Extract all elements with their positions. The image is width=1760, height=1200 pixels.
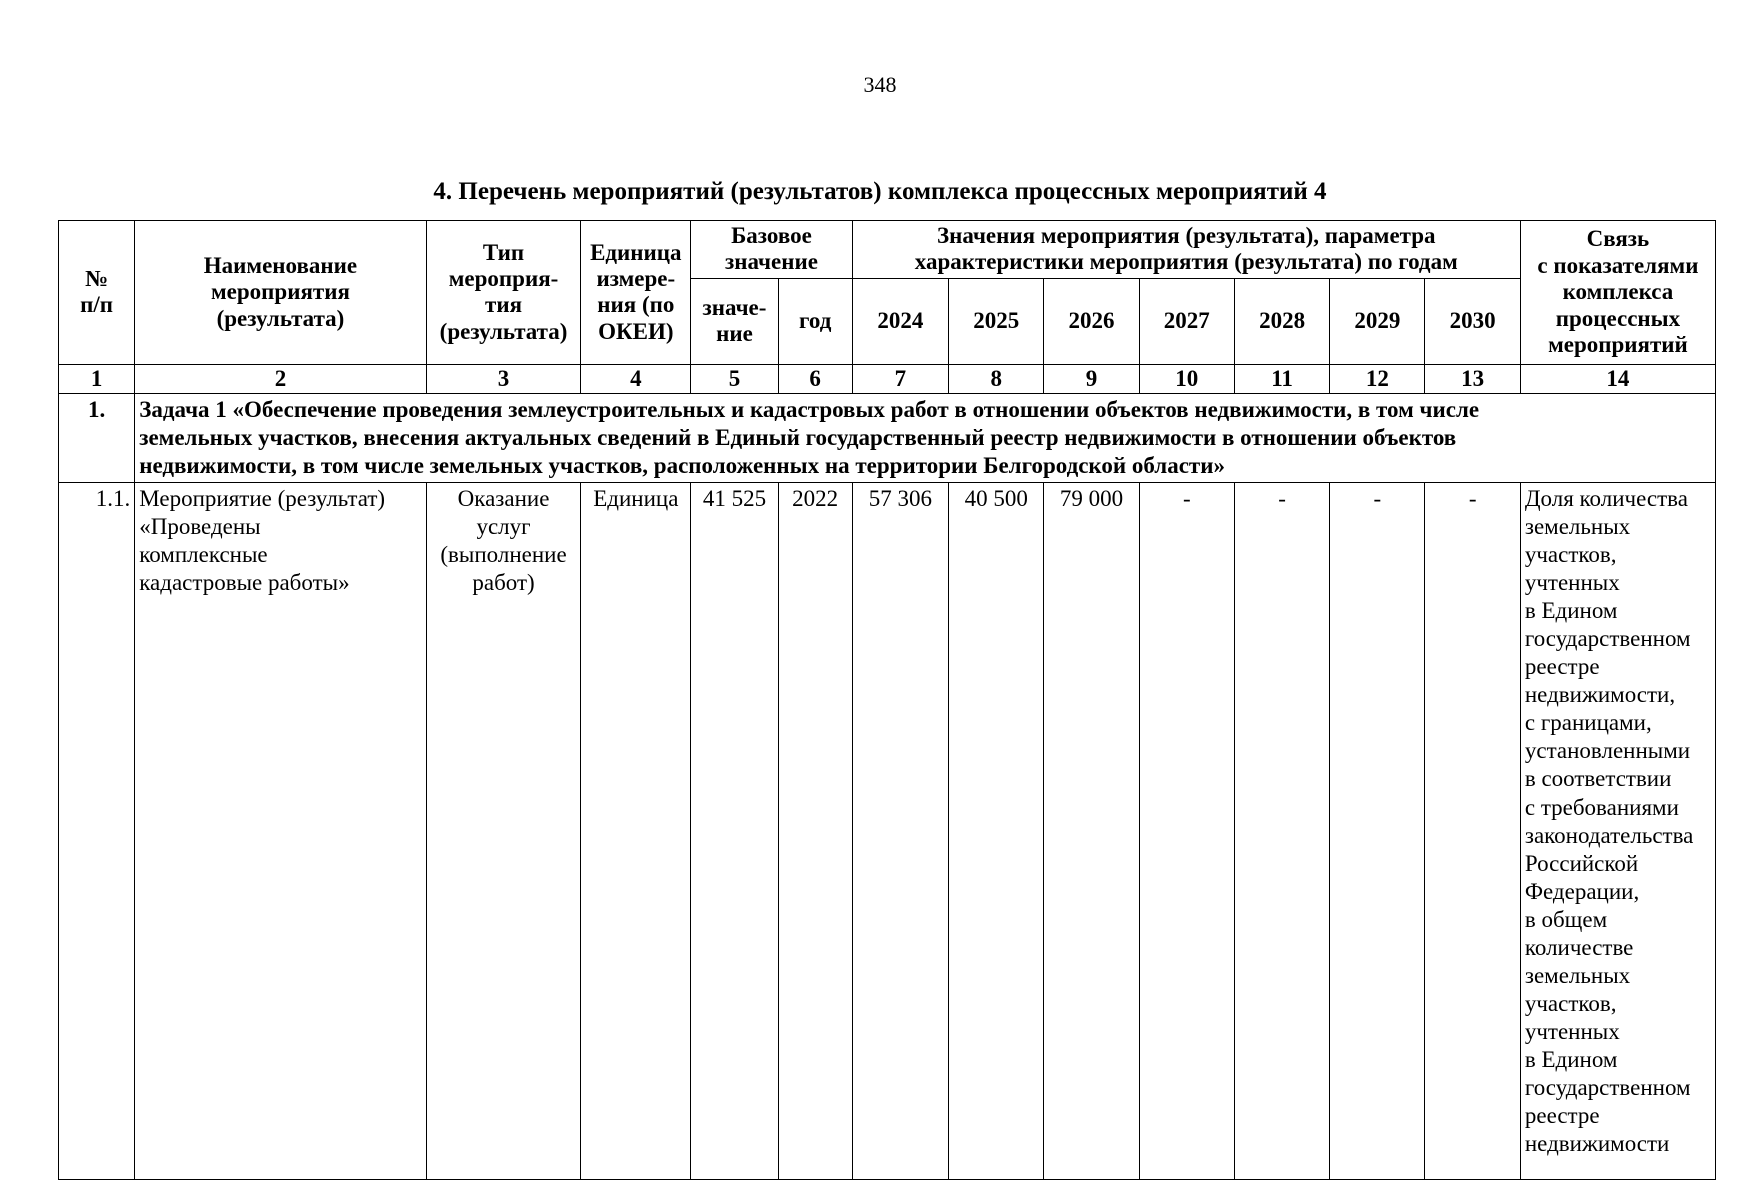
value-cell-2025: 40 500 [949, 483, 1044, 1180]
header-base: Базовое значение [691, 221, 852, 279]
column-number: 4 [581, 364, 691, 393]
column-number: 14 [1520, 364, 1715, 393]
column-number: 9 [1044, 364, 1139, 393]
column-number: 12 [1330, 364, 1425, 393]
header-unit: Единица измере- ния (по ОКЕИ) [581, 221, 691, 365]
column-number: 13 [1425, 364, 1520, 393]
value-cell-2024: 57 306 [852, 483, 948, 1180]
activities-table [58, 220, 1716, 1180]
column-number: 3 [426, 364, 581, 393]
column-number: 10 [1139, 364, 1234, 393]
indicator-link-cell: Доля количества земельных участков, учтенных в Едином государственном реестре недвижимости, с границами, установленными в соответствии с требованиями законодательства Российской Федерации, в общем количестве земельных участков, учтенных в Едином государственном реестре недвижимости [1520, 483, 1715, 1180]
header-year: 2025 [949, 278, 1044, 364]
value-cell-2030: - [1425, 483, 1520, 1180]
column-number: 6 [778, 364, 852, 393]
column-number: 1 [59, 364, 135, 393]
column-number: 8 [949, 364, 1044, 393]
header-year: 2026 [1044, 278, 1139, 364]
column-number: 5 [691, 364, 778, 393]
column-numbers-row [59, 364, 1716, 393]
unit-cell: Единица [581, 483, 691, 1180]
value-cell-2026: 79 000 [1044, 483, 1139, 1180]
header-year: 2028 [1234, 278, 1329, 364]
value-cell-2029: - [1330, 483, 1425, 1180]
page-number: 348 [863, 72, 897, 97]
header-type: Тип мероприя- тия (результата) [426, 221, 581, 365]
column-number: 11 [1234, 364, 1329, 393]
header-name: Наименование мероприятия (результата) [135, 221, 426, 365]
base-value-cell: 41 525 [691, 483, 778, 1180]
value-cell-2028: - [1234, 483, 1329, 1180]
task-number: 1. [59, 393, 135, 482]
task-title: Задача 1 «Обеспечение проведения землеустроительных и кадастровых работ в отношении объектов недвижимости, в том числе земельных участков, внесения актуальных сведений в Единый государственный реестр недвижимости в отношении объектов недвижимости, в том числе земельных участков, расположенных на территории Белгородской области» [135, 393, 1716, 482]
column-number: 2 [135, 364, 426, 393]
row-number: 1.1. [59, 483, 135, 1180]
header-base-year: год [778, 278, 852, 364]
table-row [59, 483, 1716, 1180]
value-cell-2027: - [1139, 483, 1234, 1180]
activity-type: Оказание услуг (выполнение работ) [426, 483, 581, 1180]
activity-name: Мероприятие (результат) «Проведены комплексные кадастровые работы» [135, 483, 426, 1180]
page-title: 4. Перечень мероприятий (результатов) комплекса процессных мероприятий 4 [433, 178, 1327, 205]
base-year-cell: 2022 [778, 483, 852, 1180]
task-row [59, 393, 1716, 482]
header-link: Связь с показателями комплекса процессных мероприятий [1520, 221, 1715, 365]
header-num: № п/п [59, 221, 135, 365]
header-year: 2030 [1425, 278, 1520, 364]
header-values: Значения мероприятия (результата), параметра характеристики мероприятия (результата) по годам [852, 221, 1520, 279]
header-year: 2027 [1139, 278, 1234, 364]
header-year: 2029 [1330, 278, 1425, 364]
header-base-value: значе- ние [691, 278, 778, 364]
header-year: 2024 [852, 278, 948, 364]
column-number: 7 [852, 364, 948, 393]
